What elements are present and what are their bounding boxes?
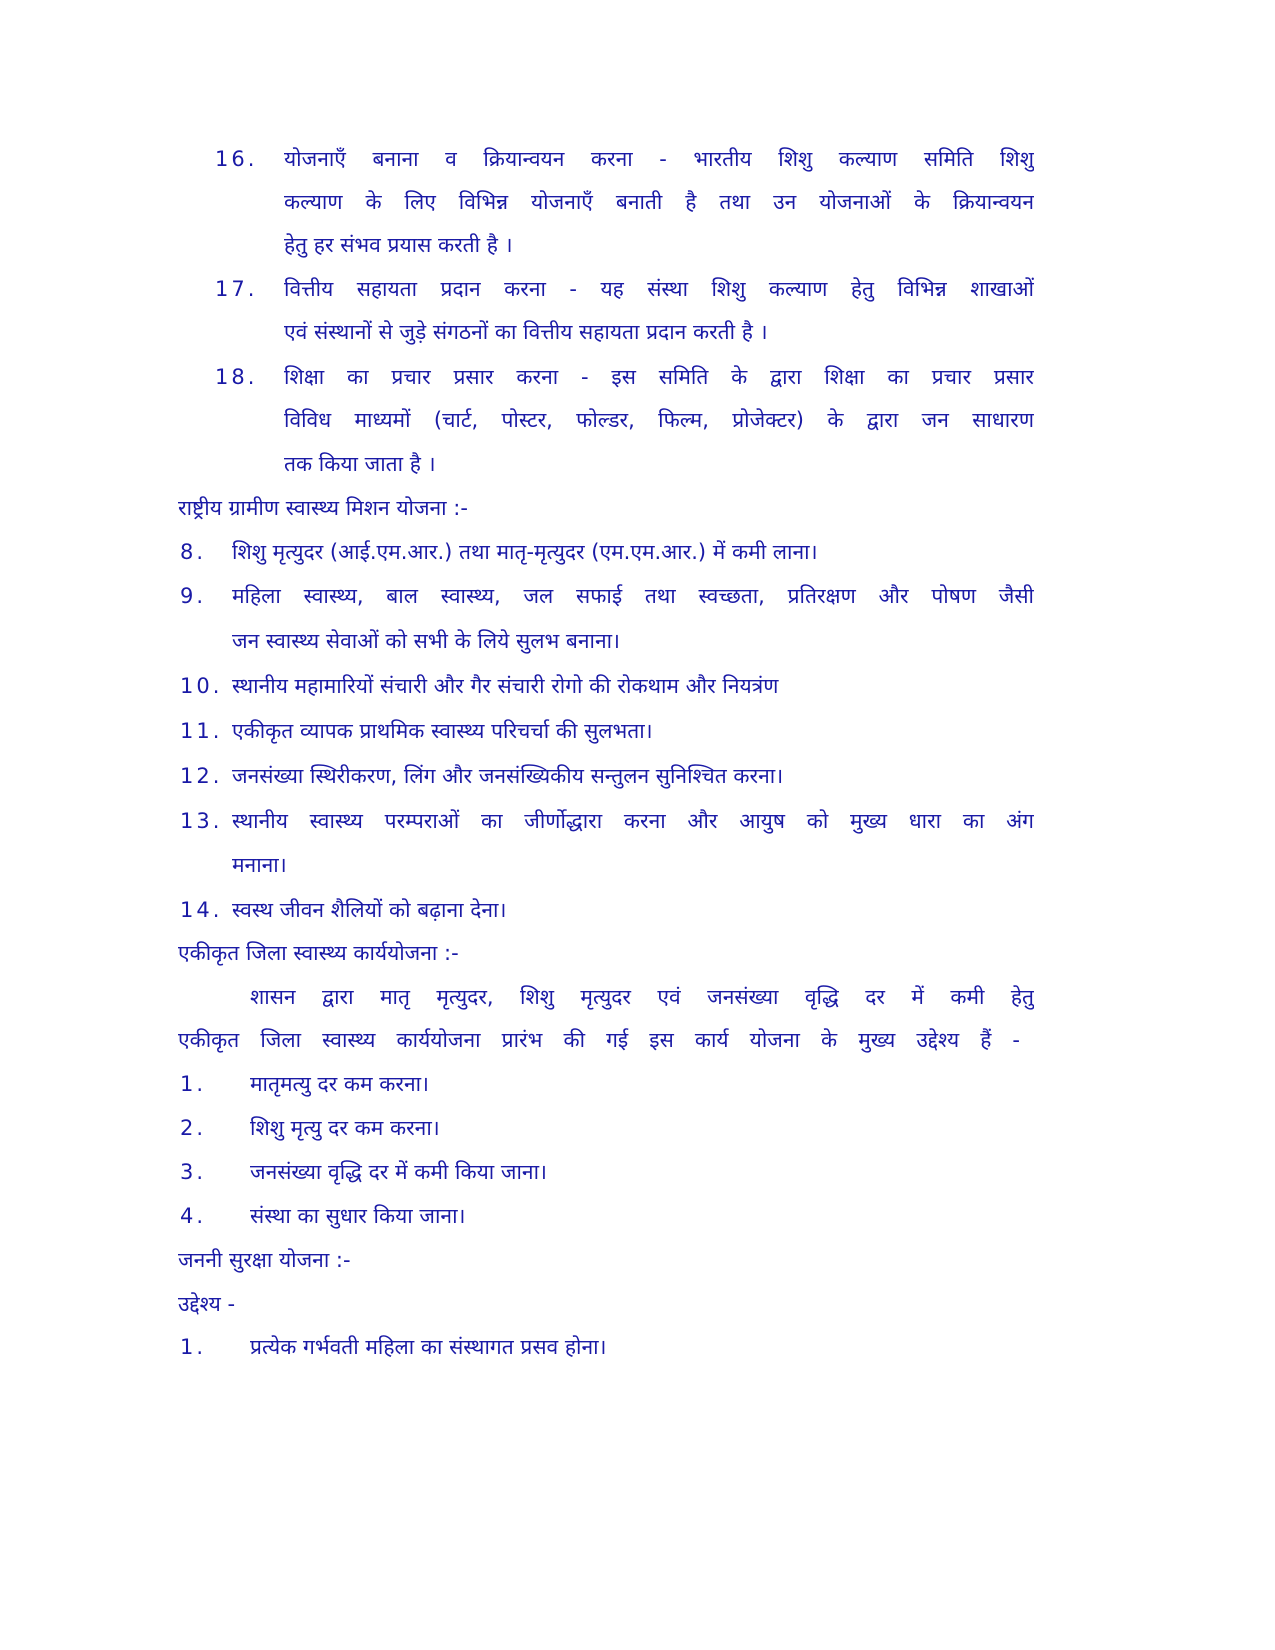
list-item-number: 18. — [215, 365, 258, 389]
section-heading-jsy: जननी सुरक्षा योजना :- — [178, 1248, 351, 1272]
list-item-number: 13. — [180, 809, 223, 833]
list-item-number: 14. — [180, 898, 223, 922]
list-item-number: 2. — [180, 1116, 207, 1140]
list-item-number: 1. — [180, 1072, 207, 1096]
list-item-number: 3. — [180, 1160, 207, 1184]
list-item-number: 12. — [180, 764, 223, 788]
list-item-text: एवं संस्थानों से जुड़े संगठनों का वित्तीय सहायता प्रदान करती है । — [284, 320, 768, 344]
section-heading-district: एकीकृत जिला स्वास्थ्य कार्ययोजना :- — [178, 941, 459, 965]
list-item-text: स्थानीय स्वास्थ्य परम्पराओं का जीर्णोद्धारा करना और आयुष को मुख्य धारा का अंग — [232, 809, 1034, 833]
list-item-text: स्वस्थ जीवन शैलियों को बढ़ाना देना। — [232, 898, 507, 922]
list-item-text: विविध माध्यमों (चार्ट, पोस्टर, फोल्डर, फिल्म, प्रोजेक्टर) के द्वारा जन साधारण — [284, 408, 1034, 432]
list-item-number: 1. — [180, 1335, 207, 1359]
list-item-text: योजनाएँ बनाना व क्रियान्वयन करना - भारतीय शिशु कल्याण समिति शिशु — [284, 147, 1034, 171]
list-item-text: स्थानीय महामारियों संचारी और गैर संचारी रोगो की रोकथाम और नियत्रंण — [232, 674, 779, 698]
section-heading-nrhm: राष्ट्रीय ग्रामीण स्वास्थ्य मिशन योजना :- — [178, 496, 468, 520]
list-item-text: शिक्षा का प्रचार प्रसार करना - इस समिति के द्वारा शिक्षा का प्रचार प्रसार — [284, 365, 1034, 389]
list-item-text: संस्था का सुधार किया जाना। — [250, 1204, 466, 1228]
list-item-text: जनसंख्या स्थिरीकरण, लिंग और जनसंख्यिकीय सन्तुलन सुनिश्चित करना। — [232, 764, 784, 788]
list-item-number: 16. — [215, 147, 258, 171]
paragraph-line: एकीकृत जिला स्वास्थ्य कार्ययोजना प्रारंभ की गई इस कार्य योजना के मुख्य उद्देश्य हैं - — [178, 1028, 1020, 1052]
list-item-text: कल्याण के लिए विभिन्न योजनाएँ बनाती है तथा उन योजनाओं के क्रियान्वयन — [284, 190, 1034, 214]
list-item-text: शिशु मृत्यु दर कम करना। — [250, 1116, 440, 1140]
list-item-number: 4. — [180, 1204, 207, 1228]
list-item-number: 9. — [180, 584, 207, 608]
list-item-text: प्रत्येक गर्भवती महिला का संस्थागत प्रसव होना। — [250, 1335, 607, 1359]
list-item-number: 10. — [180, 674, 223, 698]
list-item-text: जन स्वास्थ्य सेवाओं को सभी के लिये सुलभ बनाना। — [232, 629, 621, 653]
list-item-number: 11. — [180, 719, 223, 743]
list-item-number: 8. — [180, 540, 207, 564]
list-item-text: हेतु हर संभव प्रयास करती है । — [284, 233, 513, 257]
list-item-text: तक किया जाता है । — [284, 452, 436, 476]
list-item-number: 17. — [215, 277, 258, 301]
list-item-text: शिशु मृत्युदर (आई.एम.आर.) तथा मातृ-मृत्युदर (एम.एम.आर.) में कमी लाना। — [232, 540, 818, 564]
list-item-text: जनसंख्या वृद्धि दर में कमी किया जाना। — [250, 1160, 547, 1184]
list-item-text: मातृमत्यु दर कम करना। — [250, 1072, 430, 1096]
list-item-text: महिला स्वास्थ्य, बाल स्वास्थ्य, जल सफाई तथा स्वच्छता, प्रतिरक्षण और पोषण जैसी — [232, 584, 1034, 608]
section-subheading-objectives: उद्देश्य - — [178, 1292, 236, 1316]
list-item-text: मनाना। — [232, 853, 287, 877]
list-item-text: वित्तीय सहायता प्रदान करना - यह संस्था शिशु कल्याण हेतु विभिन्न शाखाओं — [284, 277, 1034, 301]
list-item-text: एकीकृत व्यापक प्राथमिक स्वास्थ्य परिचर्चा की सुलभता। — [232, 719, 653, 743]
paragraph-line: शासन द्वारा मातृ मृत्युदर, शिशु मृत्युदर एवं जनसंख्या वृद्धि दर में कमी हेतु — [250, 985, 1034, 1009]
